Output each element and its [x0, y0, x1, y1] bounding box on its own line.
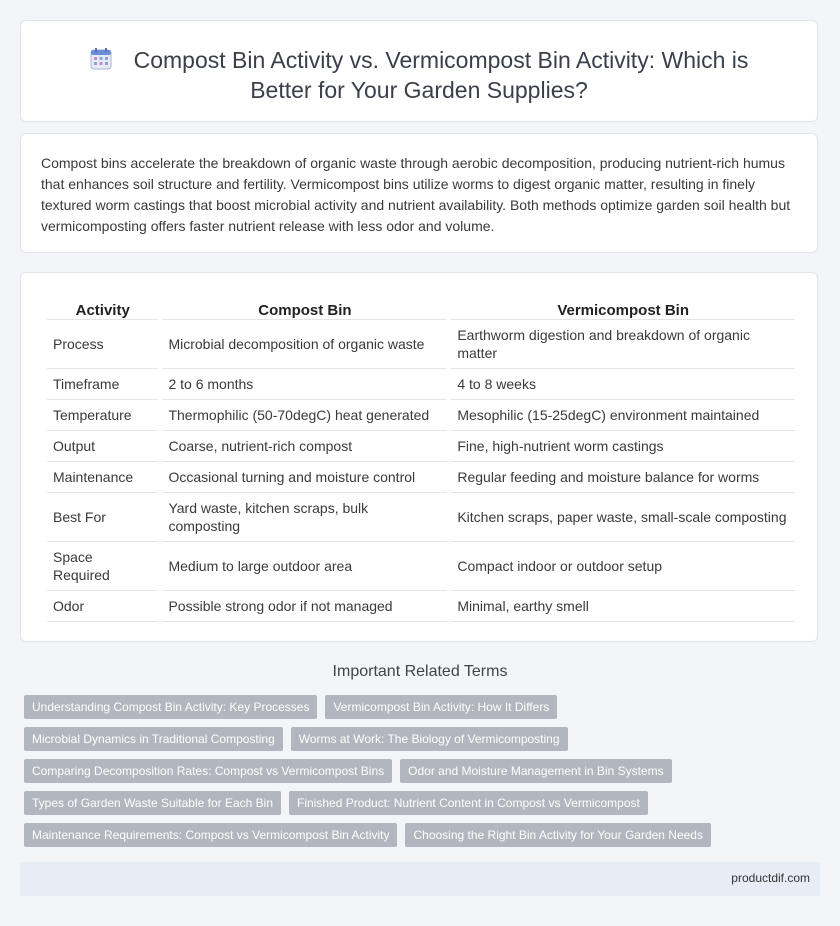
- related-term-tag[interactable]: Choosing the Right Bin Activity for Your Garden Needs: [405, 823, 711, 847]
- vermicompost-cell: Compact indoor or outdoor setup: [451, 542, 795, 591]
- vermicompost-cell: Regular feeding and moisture balance for worms: [451, 462, 795, 493]
- intro-paragraph: Compost bins accelerate the breakdown of organic waste through aerobic decomposition, producing nutrient-rich humus that enhances soil structure and fertility. Vermicompost bins utilize worms to digest organic matter, resulting in finely textured worm castings that boost microbial activity and nutrient availability. Both methods optimize garden soil health but vermicomposting offers faster nutrient release with less odor and volume.: [41, 155, 791, 234]
- row-label: Temperature: [47, 400, 158, 431]
- calendar-icon: [90, 47, 112, 69]
- related-term-tag[interactable]: Vermicompost Bin Activity: How It Differs: [325, 695, 557, 719]
- header-compost-bin: Compost Bin: [162, 295, 447, 320]
- table-row: [47, 462, 795, 493]
- related-term-tag[interactable]: Worms at Work: The Biology of Vermicomposting: [291, 727, 568, 751]
- related-term-tag[interactable]: Finished Product: Nutrient Content in Compost vs Vermicompost: [289, 791, 648, 815]
- table-row: [47, 431, 795, 462]
- table-row: [47, 591, 795, 622]
- row-label: Maintenance: [47, 462, 158, 493]
- vermicompost-cell: Fine, high-nutrient worm castings: [451, 431, 795, 462]
- comparison-table: [43, 295, 799, 622]
- compost-cell: 2 to 6 months: [162, 369, 447, 400]
- compost-cell: Occasional turning and moisture control: [162, 462, 447, 493]
- row-label: Process: [47, 320, 158, 369]
- row-label: Output: [47, 431, 158, 462]
- comparison-table-card: [20, 272, 818, 642]
- related-term-tag[interactable]: Odor and Moisture Management in Bin Systems: [400, 759, 671, 783]
- row-label: Odor: [47, 591, 158, 622]
- related-term-tag[interactable]: Comparing Decomposition Rates: Compost vs Vermicompost Bins: [24, 759, 392, 783]
- table-row: [47, 320, 795, 369]
- related-term-tag[interactable]: Understanding Compost Bin Activity: Key Processes: [24, 695, 317, 719]
- related-term-tag[interactable]: Types of Garden Waste Suitable for Each Bin: [24, 791, 281, 815]
- header-activity: Activity: [47, 295, 158, 320]
- row-label: Space Required: [47, 542, 158, 591]
- table-header-row: [47, 295, 795, 320]
- vermicompost-cell: Earthworm digestion and breakdown of organic matter: [451, 320, 795, 369]
- row-label: Best For: [47, 493, 158, 542]
- page-title: [61, 45, 777, 105]
- vermicompost-cell: Mesophilic (15-25degC) environment maintained: [451, 400, 795, 431]
- compost-cell: Medium to large outdoor area: [162, 542, 447, 591]
- page-title-text: Compost Bin Activity vs. Vermicompost Bin Activity: Which is Better for Your Garden Supplies?: [133, 47, 749, 103]
- compost-cell: Coarse, nutrient-rich compost: [162, 431, 447, 462]
- related-terms-title: Important Related Terms: [332, 663, 508, 680]
- related-terms-list: [24, 695, 824, 847]
- row-label: Timeframe: [47, 369, 158, 400]
- compost-cell: Thermophilic (50-70degC) heat generated: [162, 400, 447, 431]
- table-row: [47, 400, 795, 431]
- intro-card: [20, 133, 818, 253]
- footer: [20, 862, 820, 896]
- related-term-tag[interactable]: Maintenance Requirements: Compost vs Vermicompost Bin Activity: [24, 823, 397, 847]
- vermicompost-cell: Minimal, earthy smell: [451, 591, 795, 622]
- title-card: [20, 20, 818, 122]
- table-row: [47, 369, 795, 400]
- vermicompost-cell: Kitchen scraps, paper waste, small-scale composting: [451, 493, 795, 542]
- compost-cell: Microbial decomposition of organic waste: [162, 320, 447, 369]
- table-row: [47, 542, 795, 591]
- compost-cell: Yard waste, kitchen scraps, bulk composting: [162, 493, 447, 542]
- table-row: [47, 493, 795, 542]
- compost-cell: Possible strong odor if not managed: [162, 591, 447, 622]
- vermicompost-cell: 4 to 8 weeks: [451, 369, 795, 400]
- footer-site-link[interactable]: productdif.com: [731, 871, 810, 885]
- header-vermicompost-bin: Vermicompost Bin: [451, 295, 795, 320]
- related-term-tag[interactable]: Microbial Dynamics in Traditional Composting: [24, 727, 283, 751]
